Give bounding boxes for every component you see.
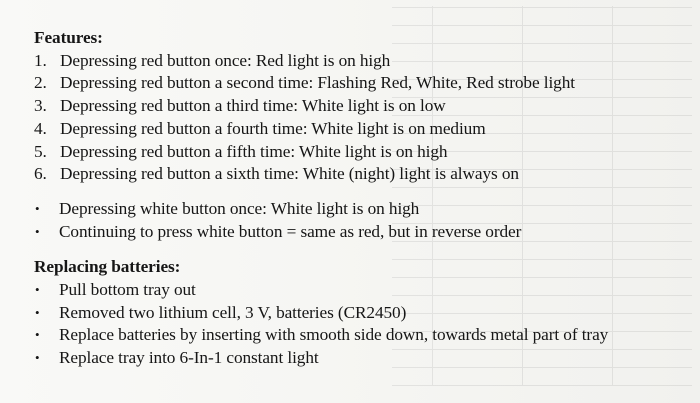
item-text: Depressing white button once: White light is on high: [59, 198, 420, 218]
list-item: [34, 347, 694, 370]
list-item: [34, 221, 694, 244]
list-item: [34, 163, 694, 186]
batteries-bullet-list: [34, 279, 694, 370]
item-number: 4.: [34, 118, 47, 138]
item-text: Depressing red button a third time: White light is on low: [60, 96, 446, 116]
item-text: Depressing red button once: Red light is on high: [60, 50, 391, 70]
item-number: 1.: [34, 50, 47, 70]
item-text: Depressing red button a fourth time: White light is on medium: [60, 118, 486, 138]
item-text: Replace batteries by inserting with smooth side down, towards metal part of tray: [59, 325, 609, 345]
batteries-heading: Replacing batteries:: [34, 257, 181, 277]
bullet-icon: •: [35, 223, 40, 239]
item-text: Pull bottom tray out: [59, 280, 196, 300]
item-number: 3.: [34, 96, 47, 116]
item-text: Depressing red button a sixth time: White (night) light is always on: [60, 164, 519, 184]
item-number: 2.: [34, 73, 47, 93]
list-item: [34, 118, 694, 141]
spacer: [34, 243, 694, 256]
list-item: [34, 95, 694, 118]
item-text: Depressing red button a second time: Flashing Red, White, Red strobe light: [60, 73, 575, 93]
features-numbered-list: [34, 50, 694, 186]
list-item: [34, 279, 694, 302]
list-item: [34, 302, 694, 325]
features-bullet-list: [34, 198, 694, 243]
list-item: [34, 72, 694, 95]
bullet-icon: •: [35, 350, 40, 366]
item-text: Continuing to press white button = same as red, but in reverse order: [59, 221, 522, 241]
bullet-icon: •: [35, 282, 40, 298]
item-text: Replace tray into 6-In-1 constant light: [59, 348, 319, 368]
list-item: [34, 50, 694, 73]
item-number: 5.: [34, 141, 47, 161]
spacer: [34, 186, 694, 198]
item-text: Removed two lithium cell, 3 V, batteries (CR2450): [59, 302, 407, 322]
instructions-content: [34, 27, 694, 370]
item-text: Depressing red button a fifth time: White light is on high: [60, 141, 448, 161]
list-item: [34, 324, 694, 347]
bullet-icon: •: [35, 304, 40, 320]
features-heading: Features:: [34, 28, 103, 47]
item-number: 6.: [34, 164, 47, 184]
bullet-icon: •: [35, 200, 40, 216]
list-item: [34, 198, 694, 221]
bullet-icon: •: [35, 327, 40, 343]
list-item: [34, 141, 694, 164]
